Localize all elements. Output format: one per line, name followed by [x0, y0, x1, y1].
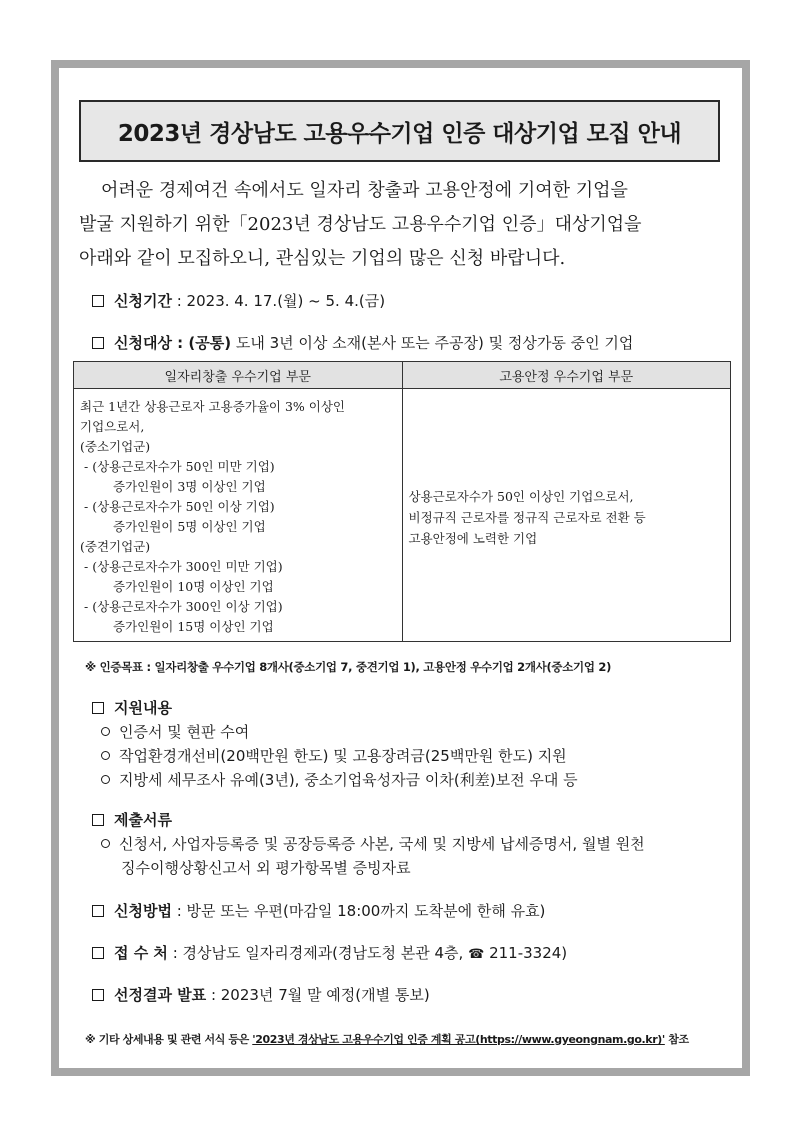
- checkbox-square-icon: [92, 947, 104, 959]
- checkbox-square-icon: [92, 989, 104, 1001]
- support-item: 인증서 및 현판 수여: [119, 723, 250, 741]
- circle-bullet-icon: [101, 727, 110, 736]
- checkbox-square-icon: [92, 814, 104, 826]
- checkbox-square-icon: [92, 905, 104, 917]
- method-label: 신청방법: [114, 902, 172, 920]
- cell-line: 비정규직 근로자를 정규직 근로자로 전환 등: [408, 509, 646, 525]
- checkbox-square-icon: [92, 337, 104, 349]
- table-header: 일자리창출 우수기업 부문: [74, 362, 403, 389]
- requirements-table: [73, 361, 731, 642]
- target-label: 신청대상 : (공통): [114, 334, 232, 352]
- intro-line: 발굴 지원하기 위한「2023년 경상남도 고용우수기업 인증」대상기업을: [79, 214, 642, 235]
- support-item: 작업환경개선비(20백만원 한도) 및 고용장려금(25백만원 한도) 지원: [119, 747, 567, 765]
- cell-line: 증가인원이 15명 이상인 기업: [113, 619, 274, 634]
- table-row: [74, 389, 731, 642]
- title-box: [79, 100, 720, 162]
- telephone-icon: ☎: [468, 947, 485, 962]
- documents-line: 신청서, 사업자등록증 및 공장등록증 사본, 국세 및 지방세 납세증명서, 월별 원천: [119, 835, 645, 853]
- announce-label: 선정결과 발표: [114, 986, 207, 1004]
- announce-value: : 2023년 7월 말 예정(개별 통보): [206, 986, 430, 1004]
- section-documents: [92, 809, 172, 830]
- circle-bullet-icon: [101, 839, 110, 848]
- table-header-row: [74, 362, 731, 389]
- list-item: [101, 833, 645, 854]
- cell-line: 상용근로자수가 50인 이상인 기업으로서,: [408, 488, 634, 504]
- footer-prefix: ※ 기타 상세내용 및 관련 서식 등은: [85, 1033, 253, 1046]
- cell-line: - (상용근로자수가 300인 미만 기업): [84, 559, 283, 574]
- cell-line: 최근 1년간 상용근로자 고용증가율이 3% 이상인: [80, 399, 346, 414]
- cell-line: (중견기업군): [80, 539, 151, 554]
- document-frame: [51, 60, 750, 1076]
- intro-line: 아래와 같이 모집하오니, 관심있는 기업의 많은 신청 바랍니다.: [79, 248, 566, 269]
- documents-label: 제출서류: [114, 811, 172, 829]
- circle-bullet-icon: [101, 751, 110, 760]
- section-method: [92, 900, 545, 921]
- section-announce: [92, 984, 430, 1005]
- cell-line: (중소기업군): [80, 439, 151, 454]
- cell-line: 증가인원이 10명 이상인 기업: [113, 579, 274, 594]
- footer-suffix: 참조: [664, 1033, 689, 1046]
- table-header: 고용안정 우수기업 부문: [402, 362, 731, 389]
- method-value: : 방문 또는 우편(마감일 18:00까지 도착분에 한해 유효): [171, 902, 546, 920]
- list-item: [101, 721, 249, 742]
- target-note: ※ 인증목표 : 일자리창출 우수기업 8개사(중소기업 7, 중견기업 1), 고용안정 우수기업 2개사(중소기업 2): [85, 660, 612, 674]
- section-period: [92, 290, 385, 311]
- page-title: 2023년 경상남도 고용우수기업 인증 대상기업 모집 안내: [117, 120, 682, 147]
- section-target: [92, 332, 633, 353]
- circle-bullet-icon: [101, 775, 110, 784]
- footer-link[interactable]: '2023년 경상남도 고용우수기업 인증 계획 공고(https://www.gyeongnam.go.kr)': [252, 1033, 665, 1046]
- section-support: [92, 697, 172, 718]
- receipt-phone: 211-3324): [489, 944, 568, 962]
- table-cell-right: [402, 389, 731, 642]
- receipt-value: : 경상남도 일자리경제과(경남도청 본관 4층,: [167, 944, 469, 962]
- footer-note: [85, 1031, 689, 1047]
- cell-line: 기업으로서,: [80, 419, 145, 434]
- support-item: 지방세 세무조사 유예(3년), 중소기업육성자금 이차(利差)보전 우대 등: [119, 771, 578, 789]
- document-body: [59, 68, 742, 1068]
- support-label: 지원내용: [114, 699, 172, 717]
- cell-line: - (상용근로자수가 50인 이상 기업): [84, 499, 275, 514]
- intro-line: 어려운 경제여건 속에서도 일자리 창출과 고용안정에 기여한 기업을: [101, 180, 628, 201]
- cell-line: 증가인원이 5명 이상인 기업: [113, 519, 266, 534]
- period-label: 신청기간: [114, 292, 172, 310]
- receipt-label: 접 수 처: [114, 944, 168, 962]
- checkbox-square-icon: [92, 295, 104, 307]
- cell-line: 고용안정에 노력한 기업: [408, 530, 538, 546]
- table-cell-left: [74, 389, 403, 642]
- checkbox-square-icon: [92, 702, 104, 714]
- cell-line: 증가인원이 3명 이상인 기업: [113, 479, 266, 494]
- list-item: [101, 745, 567, 766]
- cell-line: - (상용근로자수가 50인 미만 기업): [84, 459, 275, 474]
- cell-line: - (상용근로자수가 300인 이상 기업): [84, 599, 283, 614]
- intro-paragraph: [79, 174, 729, 276]
- target-value: 도내 3년 이상 소재(본사 또는 주공장) 및 정상가동 중인 기업: [231, 334, 634, 352]
- section-receipt: [92, 942, 567, 963]
- period-value: : 2023. 4. 17.(월) ~ 5. 4.(금): [171, 292, 386, 310]
- documents-line: 징수이행상황신고서 외 평가항목별 증빙자료: [121, 859, 411, 877]
- list-item: [101, 769, 578, 790]
